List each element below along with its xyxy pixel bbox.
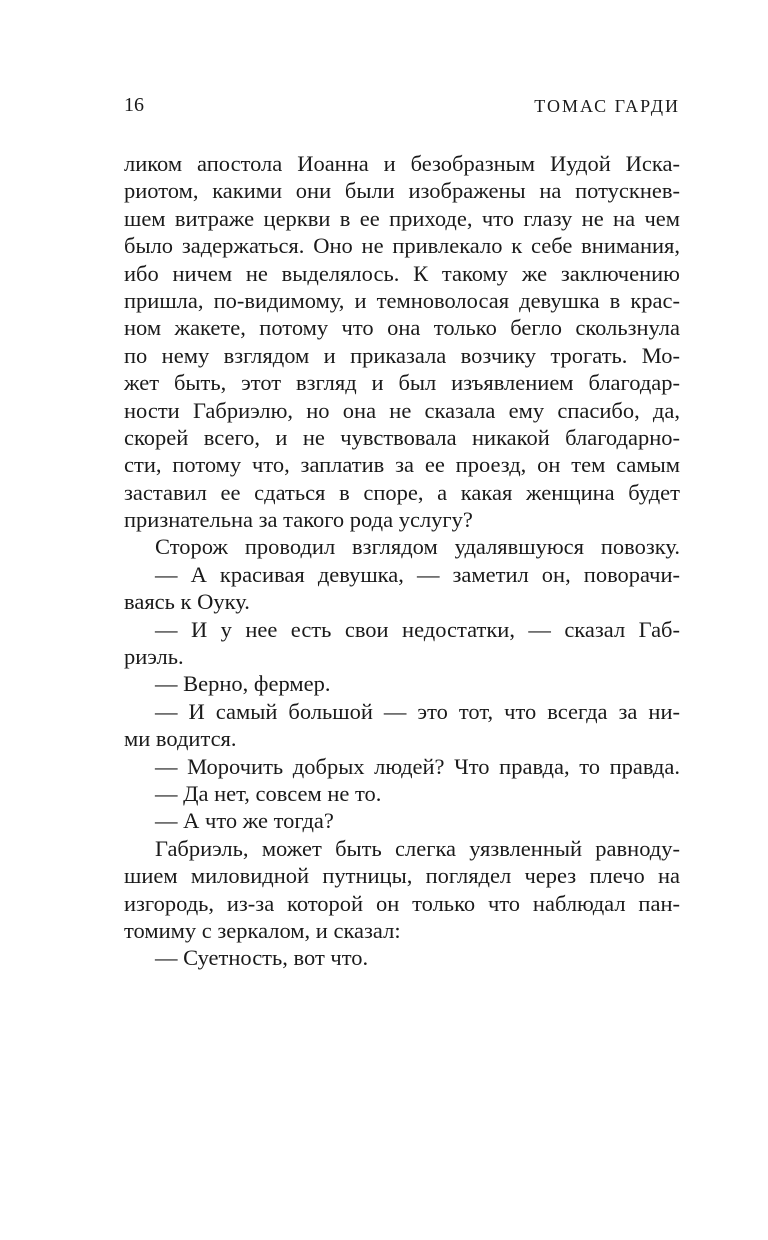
text-line: заставил ее сдаться в споре, а какая женщина будет	[124, 479, 680, 505]
text-line: шем витраже церкви в ее приходе, что глазу не на чем	[124, 205, 680, 231]
text-line: было задержаться. Оно не привлекало к себе внимания,	[124, 233, 680, 259]
text-line: ваясь к Оуку.	[124, 589, 250, 615]
text-line: изгородь, из-за которой он только что наблюдал пан-	[124, 890, 680, 916]
text-line: ибо ничем не выделялось. К такому же заключению	[124, 260, 680, 286]
text-line: — Верно, фермер.	[155, 671, 331, 697]
body-text	[124, 150, 680, 972]
text-line: ном жакете, потому что она только бегло скользнула	[124, 315, 680, 341]
text-line: жет быть, этот взгляд и был изъявлением благодар-	[124, 370, 680, 396]
text-line: Габриэль, может быть слегка уязвленный равноду-	[155, 835, 680, 861]
text-line: — И самый большой — это тот, что всегда за ни-	[155, 698, 680, 724]
text-line: признательна за такого рода услугу?	[124, 507, 473, 533]
text-line: — А что же тогда?	[155, 808, 334, 834]
text-line: томиму с зеркалом, и сказал:	[124, 917, 401, 943]
text-line: Сторож проводил взглядом удалявшуюся повозку.	[155, 534, 680, 560]
text-line: риэль.	[124, 644, 184, 670]
running-title: ТОМАС ГАРДИ	[534, 96, 680, 116]
text-line: — А красивая девушка, — заметил он, поворачи-	[155, 561, 680, 587]
page-number: 16	[124, 94, 144, 116]
text-line: — Суетность, вот что.	[155, 945, 369, 971]
text-line: ликом апостола Иоанна и безобразным Иудой Иска-	[124, 151, 680, 176]
text-line: — Да нет, совсем не то.	[155, 780, 382, 806]
text-line: по нему взглядом и приказала возчику трогать. Мо-	[124, 342, 680, 368]
running-head	[124, 94, 680, 122]
text-line: — Морочить добрых людей? Что правда, то правда.	[155, 753, 680, 779]
text-line: — И у нее есть свои недостатки, — сказал Габ-	[155, 616, 680, 642]
text-line: шием миловидной путницы, поглядел через плечо на	[124, 863, 680, 889]
text-line: пришла, по-видимому, и темноволосая девушка в крас-	[124, 287, 680, 313]
text-line: сти, потому что, заплатив за ее проезд, он тем самым	[124, 452, 680, 478]
text-line: ности Габриэлю, но она не сказала ему спасибо, да,	[124, 397, 680, 423]
text-line: риотом, какими они были изображены на потускнев-	[124, 178, 680, 204]
text-line: ми водится.	[124, 726, 237, 752]
text-line: скорей всего, и не чувствовала никакой благодарно-	[124, 424, 680, 450]
